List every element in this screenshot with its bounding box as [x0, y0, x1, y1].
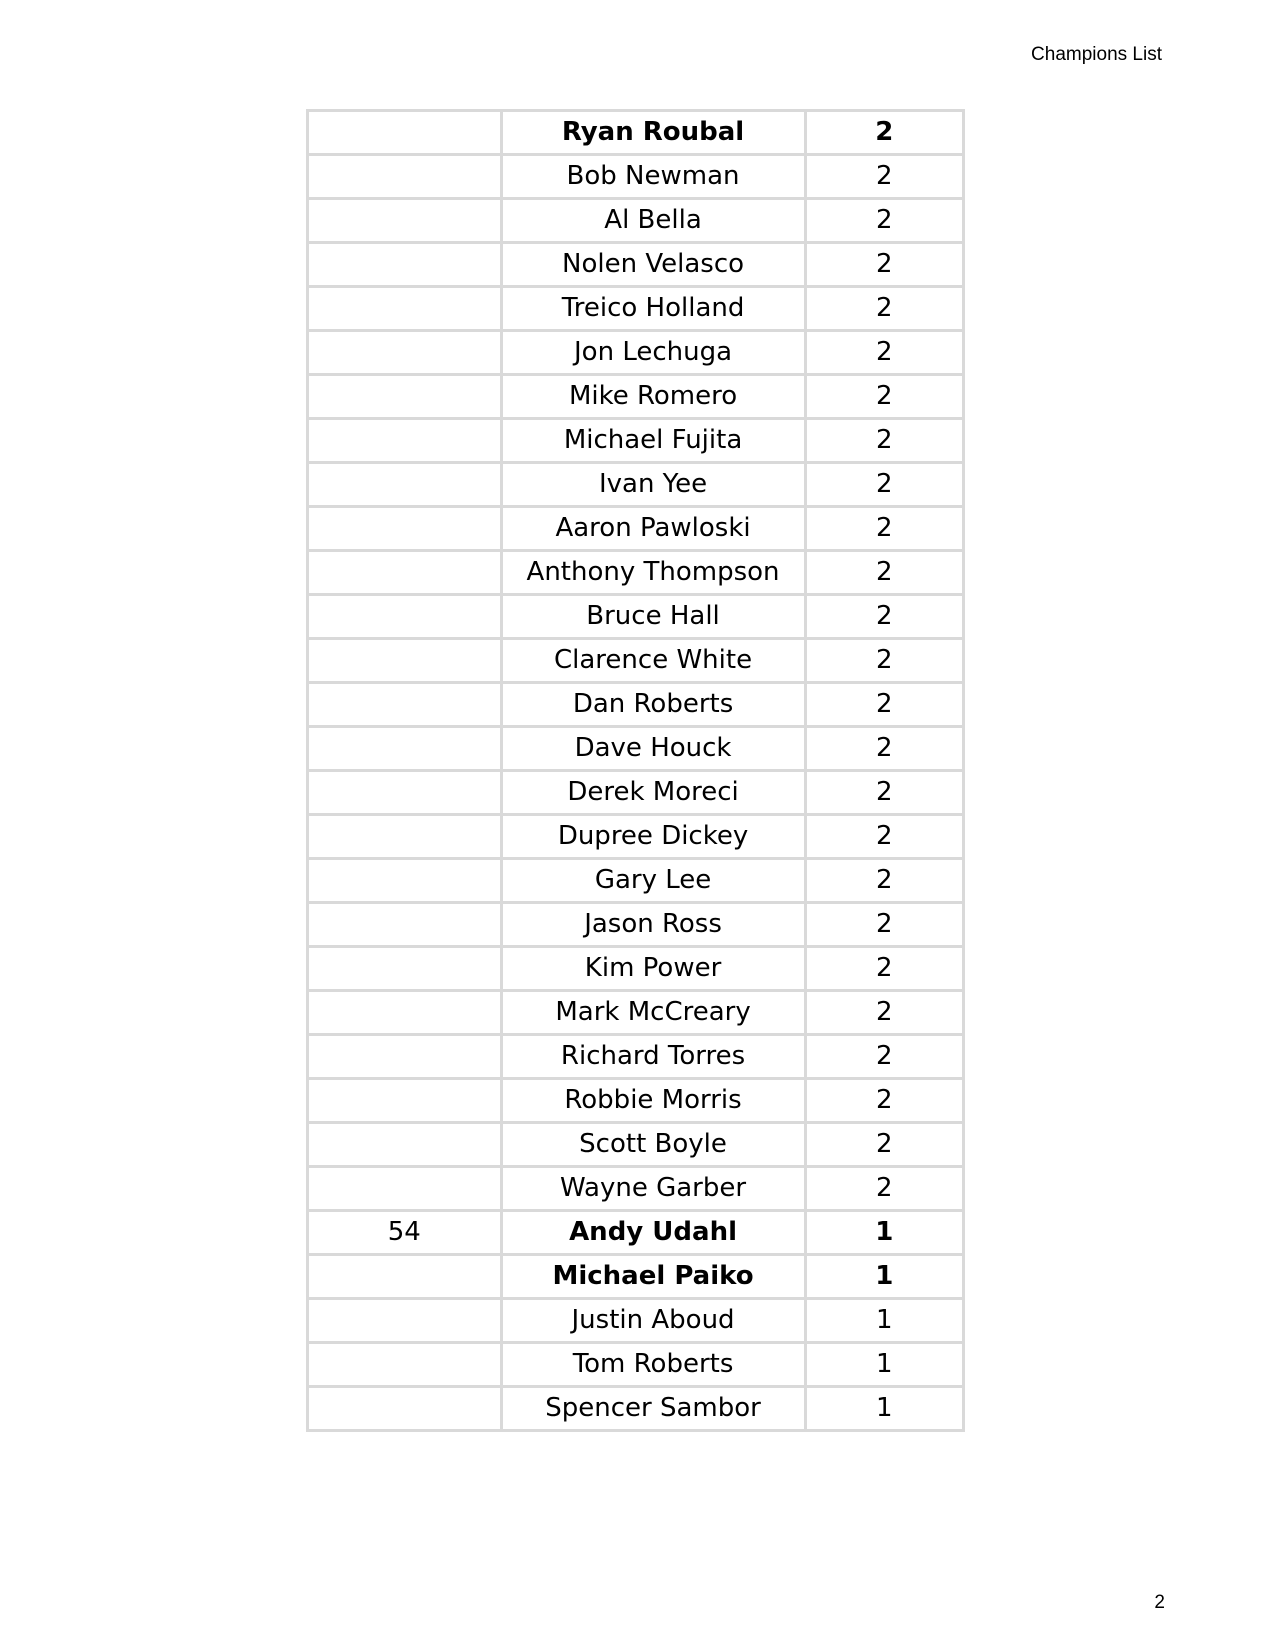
champion-name-cell: Jason Ross [501, 903, 805, 947]
champion-name-cell: Al Bella [501, 199, 805, 243]
title-count-cell: 2 [805, 111, 964, 155]
table-row [308, 859, 964, 903]
rank-cell [308, 639, 502, 683]
champion-name-cell: Mike Romero [501, 375, 805, 419]
rank-cell [308, 595, 502, 639]
champion-name-cell: Bob Newman [501, 155, 805, 199]
title-count-cell: 2 [805, 1167, 964, 1211]
rank-cell [308, 815, 502, 859]
rank-cell [308, 1299, 502, 1343]
rank-cell [308, 727, 502, 771]
table-row [308, 287, 964, 331]
champion-name-cell: Spencer Sambor [501, 1387, 805, 1431]
rank-cell [308, 419, 502, 463]
table-row [308, 463, 964, 507]
table-row [308, 1255, 964, 1299]
champion-name-cell: Ivan Yee [501, 463, 805, 507]
title-count-cell: 2 [805, 551, 964, 595]
table-row [308, 1079, 964, 1123]
champion-name-cell: Clarence White [501, 639, 805, 683]
table-row [308, 903, 964, 947]
champion-name-cell: Anthony Thompson [501, 551, 805, 595]
table-row [308, 947, 964, 991]
rank-cell [308, 287, 502, 331]
title-count-cell: 2 [805, 1123, 964, 1167]
table-row [308, 815, 964, 859]
table-row [308, 1123, 964, 1167]
rank-cell [308, 507, 502, 551]
title-count-cell: 2 [805, 815, 964, 859]
champion-name-cell: Dan Roberts [501, 683, 805, 727]
champion-name-cell: Gary Lee [501, 859, 805, 903]
table-row [308, 111, 964, 155]
rank-cell [308, 1387, 502, 1431]
champion-name-cell: Richard Torres [501, 1035, 805, 1079]
rank-cell [308, 903, 502, 947]
champion-name-cell: Robbie Morris [501, 1079, 805, 1123]
title-count-cell: 2 [805, 903, 964, 947]
title-count-cell: 2 [805, 155, 964, 199]
title-count-cell: 2 [805, 287, 964, 331]
title-count-cell: 2 [805, 1079, 964, 1123]
title-count-cell: 2 [805, 683, 964, 727]
table-row [308, 199, 964, 243]
champion-name-cell: Dave Houck [501, 727, 805, 771]
title-count-cell: 2 [805, 1035, 964, 1079]
table-row [308, 771, 964, 815]
title-count-cell: 1 [805, 1299, 964, 1343]
table-row [308, 419, 964, 463]
table-row [308, 551, 964, 595]
champion-name-cell: Aaron Pawloski [501, 507, 805, 551]
table-row [308, 1387, 964, 1431]
champion-name-cell: Michael Paiko [501, 1255, 805, 1299]
champions-table [306, 109, 965, 1432]
champion-name-cell: Wayne Garber [501, 1167, 805, 1211]
rank-cell [308, 1123, 502, 1167]
champion-name-cell: Nolen Velasco [501, 243, 805, 287]
title-count-cell: 2 [805, 243, 964, 287]
champions-table-body [308, 111, 964, 1431]
champion-name-cell: Kim Power [501, 947, 805, 991]
title-count-cell: 1 [805, 1211, 964, 1255]
title-count-cell: 2 [805, 419, 964, 463]
champion-name-cell: Jon Lechuga [501, 331, 805, 375]
rank-cell [308, 331, 502, 375]
rank-cell [308, 111, 502, 155]
title-count-cell: 2 [805, 375, 964, 419]
rank-cell [308, 947, 502, 991]
table-row [308, 727, 964, 771]
rank-cell [308, 683, 502, 727]
rank-cell [308, 155, 502, 199]
champion-name-cell: Bruce Hall [501, 595, 805, 639]
rank-cell [308, 771, 502, 815]
rank-cell [308, 1167, 502, 1211]
table-row [308, 1299, 964, 1343]
table-row [308, 375, 964, 419]
champion-name-cell: Tom Roberts [501, 1343, 805, 1387]
champion-name-cell: Derek Moreci [501, 771, 805, 815]
rank-cell [308, 1255, 502, 1299]
title-count-cell: 1 [805, 1343, 964, 1387]
page-number: 2 [1154, 1592, 1165, 1613]
rank-cell [308, 991, 502, 1035]
rank-cell [308, 199, 502, 243]
rank-cell [308, 243, 502, 287]
title-count-cell: 2 [805, 639, 964, 683]
table-row [308, 243, 964, 287]
title-count-cell: 2 [805, 771, 964, 815]
title-count-cell: 1 [805, 1255, 964, 1299]
title-count-cell: 1 [805, 1387, 964, 1431]
title-count-cell: 2 [805, 331, 964, 375]
champion-name-cell: Justin Aboud [501, 1299, 805, 1343]
title-count-cell: 2 [805, 991, 964, 1035]
title-count-cell: 2 [805, 947, 964, 991]
table-row [308, 1211, 964, 1255]
champion-name-cell: Treico Holland [501, 287, 805, 331]
title-count-cell: 2 [805, 199, 964, 243]
title-count-cell: 2 [805, 727, 964, 771]
page-header-title: Champions List [1031, 44, 1162, 65]
champion-name-cell: Dupree Dickey [501, 815, 805, 859]
champion-name-cell: Scott Boyle [501, 1123, 805, 1167]
table-row [308, 639, 964, 683]
champion-name-cell: Michael Fujita [501, 419, 805, 463]
table-row [308, 1343, 964, 1387]
champion-name-cell: Andy Udahl [501, 1211, 805, 1255]
rank-cell [308, 375, 502, 419]
title-count-cell: 2 [805, 507, 964, 551]
rank-cell [308, 859, 502, 903]
table-row [308, 991, 964, 1035]
champion-name-cell: Mark McCreary [501, 991, 805, 1035]
title-count-cell: 2 [805, 595, 964, 639]
rank-cell [308, 551, 502, 595]
rank-cell [308, 1343, 502, 1387]
rank-cell: 54 [308, 1211, 502, 1255]
rank-cell [308, 1035, 502, 1079]
table-row [308, 331, 964, 375]
table-row [308, 507, 964, 551]
title-count-cell: 2 [805, 463, 964, 507]
rank-cell [308, 1079, 502, 1123]
table-row [308, 1035, 964, 1079]
table-row [308, 683, 964, 727]
rank-cell [308, 463, 502, 507]
champion-name-cell: Ryan Roubal [501, 111, 805, 155]
table-row [308, 1167, 964, 1211]
table-row [308, 155, 964, 199]
title-count-cell: 2 [805, 859, 964, 903]
table-row [308, 595, 964, 639]
